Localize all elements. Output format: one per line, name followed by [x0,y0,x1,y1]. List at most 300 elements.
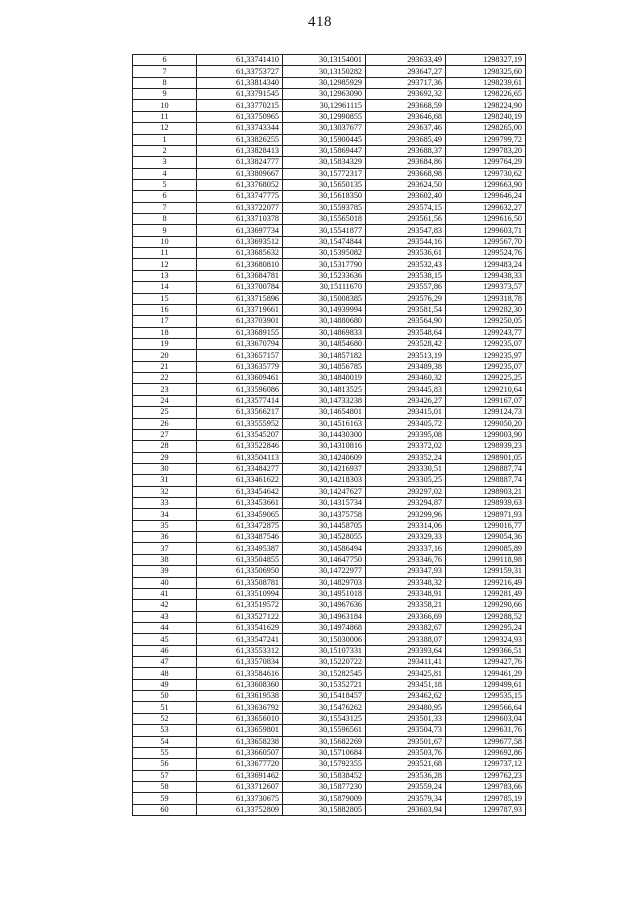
x-coordinate-cell: 293576,29 [366,293,446,304]
point-number-cell: 24 [133,395,197,406]
x-coordinate-cell: 293366,69 [366,611,446,622]
y-coordinate-cell: 1299054,36 [446,532,526,543]
longitude-cell: 30,15772317 [283,168,366,179]
x-coordinate-cell: 293445,83 [366,384,446,395]
point-number-cell: 37 [133,543,197,554]
y-coordinate-cell: 1299225,25 [446,373,526,384]
y-coordinate-cell: 1299616,50 [446,214,526,225]
longitude-cell: 30,15111670 [283,282,366,293]
point-number-cell: 43 [133,611,197,622]
y-coordinate-cell: 1299762,23 [446,770,526,781]
x-coordinate-cell: 293559,24 [366,782,446,793]
longitude-cell: 30,14854680 [283,338,366,349]
point-number-cell: 34 [133,509,197,520]
x-coordinate-cell: 293425,81 [366,668,446,679]
point-number-cell: 38 [133,554,197,565]
table-row [133,395,526,406]
y-coordinate-cell: 1299235,07 [446,361,526,372]
table-row [133,441,526,452]
table-row [133,168,526,179]
latitude-cell: 61,33619538 [197,691,283,702]
table-row [133,566,526,577]
page-number: 418 [308,14,332,30]
y-coordinate-cell: 1299295,24 [446,622,526,633]
latitude-cell: 61,33730675 [197,793,283,804]
longitude-cell: 30,14967636 [283,600,366,611]
point-number-cell: 18 [133,327,197,338]
point-number-cell: 30 [133,463,197,474]
table-row [133,509,526,520]
x-coordinate-cell: 293581,54 [366,304,446,315]
y-coordinate-cell: 1299567,70 [446,236,526,247]
point-number-cell: 57 [133,770,197,781]
longitude-cell: 30,12985929 [283,77,366,88]
x-coordinate-cell: 293480,95 [366,702,446,713]
y-coordinate-cell: 1299632,27 [446,202,526,213]
longitude-cell: 30,14240609 [283,452,366,463]
longitude-cell: 30,14218303 [283,475,366,486]
y-coordinate-cell: 1299085,89 [446,543,526,554]
table-row [133,316,526,327]
longitude-cell: 30,14733238 [283,395,366,406]
x-coordinate-cell: 293536,28 [366,770,446,781]
table-row [133,634,526,645]
x-coordinate-cell: 293372,02 [366,441,446,452]
table-row [133,736,526,747]
table-row [133,202,526,213]
longitude-cell: 30,15838452 [283,770,366,781]
longitude-cell: 30,15596561 [283,725,366,736]
table-row [133,498,526,509]
table-row [133,782,526,793]
y-coordinate-cell: 1299483,24 [446,259,526,270]
latitude-cell: 61,33547241 [197,634,283,645]
y-coordinate-cell: 1299603,71 [446,225,526,236]
x-coordinate-cell: 293393,64 [366,645,446,656]
longitude-cell: 30,14856785 [283,361,366,372]
x-coordinate-cell: 293717,36 [366,77,446,88]
longitude-cell: 30,15900445 [283,134,366,145]
latitude-cell: 61,33609461 [197,373,283,384]
point-number-cell: 45 [133,634,197,645]
x-coordinate-cell: 293624,50 [366,179,446,190]
longitude-cell: 30,12961115 [283,100,366,111]
longitude-cell: 30,14430300 [283,429,366,440]
x-coordinate-cell: 293538,15 [366,270,446,281]
y-coordinate-cell: 1299243,77 [446,327,526,338]
latitude-cell: 61,33712607 [197,782,283,793]
point-number-cell: 49 [133,679,197,690]
longitude-cell: 30,13154001 [283,55,366,66]
longitude-cell: 30,15834329 [283,157,366,168]
latitude-cell: 61,33541629 [197,622,283,633]
point-number-cell: 29 [133,452,197,463]
latitude-cell: 61,33566217 [197,407,283,418]
point-number-cell: 6 [133,55,197,66]
table-row [133,668,526,679]
x-coordinate-cell: 293348,91 [366,588,446,599]
y-coordinate-cell: 1299050,20 [446,418,526,429]
point-number-cell: 41 [133,588,197,599]
y-coordinate-cell: 1299692,86 [446,747,526,758]
latitude-cell: 61,33461622 [197,475,283,486]
latitude-cell: 61,33689155 [197,327,283,338]
y-coordinate-cell: 1298939,63 [446,498,526,509]
x-coordinate-cell: 293337,16 [366,543,446,554]
x-coordinate-cell: 293501,67 [366,736,446,747]
longitude-cell: 30,14829703 [283,577,366,588]
x-coordinate-cell: 293637,46 [366,123,446,134]
latitude-cell: 61,33472875 [197,520,283,531]
latitude-cell: 61,33510994 [197,588,283,599]
point-number-cell: 40 [133,577,197,588]
table-row [133,532,526,543]
longitude-cell: 30,14722977 [283,566,366,577]
latitude-cell: 61,33697734 [197,225,283,236]
table-row [133,282,526,293]
point-number-cell: 35 [133,520,197,531]
y-coordinate-cell: 1299799,72 [446,134,526,145]
latitude-cell: 61,33743344 [197,123,283,134]
latitude-cell: 61,33495387 [197,543,283,554]
coordinates-table-body [133,55,526,816]
y-coordinate-cell: 1298239,61 [446,77,526,88]
x-coordinate-cell: 293348,32 [366,577,446,588]
y-coordinate-cell: 1298224,90 [446,100,526,111]
point-number-cell: 15 [133,293,197,304]
point-number-cell: 27 [133,429,197,440]
table-row [133,452,526,463]
latitude-cell: 61,33504855 [197,554,283,565]
longitude-cell: 30,15030006 [283,634,366,645]
table-row [133,123,526,134]
table-row [133,157,526,168]
y-coordinate-cell: 1299663,90 [446,179,526,190]
x-coordinate-cell: 293561,56 [366,214,446,225]
y-coordinate-cell: 1299324,93 [446,634,526,645]
latitude-cell: 61,33454642 [197,486,283,497]
x-coordinate-cell: 293329,33 [366,532,446,543]
y-coordinate-cell: 1299282,30 [446,304,526,315]
table-row [133,475,526,486]
x-coordinate-cell: 293451,18 [366,679,446,690]
x-coordinate-cell: 293346,76 [366,554,446,565]
table-row [133,691,526,702]
latitude-cell: 61,33453661 [197,498,283,509]
longitude-cell: 30,15541877 [283,225,366,236]
table-row [133,361,526,372]
point-number-cell: 12 [133,123,197,134]
longitude-cell: 30,15282545 [283,668,366,679]
table-row [133,214,526,225]
longitude-cell: 30,15879009 [283,793,366,804]
table-row [133,338,526,349]
longitude-cell: 30,15352721 [283,679,366,690]
latitude-cell: 61,33693512 [197,236,283,247]
x-coordinate-cell: 293521,68 [366,759,446,770]
point-number-cell: 8 [133,77,197,88]
x-coordinate-cell: 293330,51 [366,463,446,474]
longitude-cell: 30,14963184 [283,611,366,622]
table-row [133,600,526,611]
y-coordinate-cell: 1298240,19 [446,111,526,122]
point-number-cell: 42 [133,600,197,611]
latitude-cell: 61,33719661 [197,304,283,315]
longitude-cell: 30,14315734 [283,498,366,509]
table-row [133,543,526,554]
table-row [133,486,526,497]
y-coordinate-cell: 1299250,05 [446,316,526,327]
longitude-cell: 30,15792355 [283,759,366,770]
point-number-cell: 58 [133,782,197,793]
longitude-cell: 30,14840019 [283,373,366,384]
table-row [133,429,526,440]
x-coordinate-cell: 293602,40 [366,191,446,202]
point-number-cell: 25 [133,407,197,418]
point-number-cell: 11 [133,111,197,122]
y-coordinate-cell: 1299787,93 [446,804,526,815]
y-coordinate-cell: 1299159,31 [446,566,526,577]
y-coordinate-cell: 1299235,07 [446,338,526,349]
latitude-cell: 61,33750965 [197,111,283,122]
longitude-cell: 30,14310816 [283,441,366,452]
x-coordinate-cell: 293547,83 [366,225,446,236]
x-coordinate-cell: 293668,98 [366,168,446,179]
x-coordinate-cell: 293557,86 [366,282,446,293]
x-coordinate-cell: 293574,15 [366,202,446,213]
x-coordinate-cell: 293395,08 [366,429,446,440]
latitude-cell: 61,33828413 [197,145,283,156]
table-row [133,55,526,66]
point-number-cell: 56 [133,759,197,770]
table-row [133,622,526,633]
x-coordinate-cell: 293513,19 [366,350,446,361]
x-coordinate-cell: 293668,59 [366,100,446,111]
table-row [133,645,526,656]
y-coordinate-cell: 1299499,61 [446,679,526,690]
point-number-cell: 50 [133,691,197,702]
latitude-cell: 61,33753727 [197,66,283,77]
x-coordinate-cell: 293294,87 [366,498,446,509]
point-number-cell: 1 [133,134,197,145]
x-coordinate-cell: 293460,32 [366,373,446,384]
latitude-cell: 61,33635779 [197,361,283,372]
longitude-cell: 30,13037677 [283,123,366,134]
latitude-cell: 61,33519572 [197,600,283,611]
point-number-cell: 2 [133,145,197,156]
longitude-cell: 30,14813525 [283,384,366,395]
longitude-cell: 30,15107331 [283,645,366,656]
y-coordinate-cell: 1299366,51 [446,645,526,656]
latitude-cell: 61,33527122 [197,611,283,622]
x-coordinate-cell: 293692,32 [366,89,446,100]
longitude-cell: 30,13150282 [283,66,366,77]
point-number-cell: 31 [133,475,197,486]
point-number-cell: 10 [133,100,197,111]
x-coordinate-cell: 293503,76 [366,747,446,758]
latitude-cell: 61,33680810 [197,259,283,270]
latitude-cell: 61,33608360 [197,679,283,690]
x-coordinate-cell: 293548,64 [366,327,446,338]
table-row [133,407,526,418]
y-coordinate-cell: 1299124,73 [446,407,526,418]
longitude-cell: 30,15869447 [283,145,366,156]
longitude-cell: 30,15710684 [283,747,366,758]
x-coordinate-cell: 293501,33 [366,713,446,724]
longitude-cell: 30,15682269 [283,736,366,747]
point-number-cell: 32 [133,486,197,497]
table-row [133,554,526,565]
table-row [133,134,526,145]
point-number-cell: 59 [133,793,197,804]
longitude-cell: 30,15618350 [283,191,366,202]
longitude-cell: 30,12963090 [283,89,366,100]
longitude-cell: 30,15395082 [283,248,366,259]
point-number-cell: 11 [133,248,197,259]
point-number-cell: 14 [133,282,197,293]
table-row [133,793,526,804]
x-coordinate-cell: 293352,24 [366,452,446,463]
latitude-cell: 61,33506950 [197,566,283,577]
longitude-cell: 30,14528055 [283,532,366,543]
latitude-cell: 61,33722077 [197,202,283,213]
point-number-cell: 7 [133,202,197,213]
x-coordinate-cell: 293358,21 [366,600,446,611]
table-row [133,270,526,281]
x-coordinate-cell: 293579,34 [366,793,446,804]
table-row [133,89,526,100]
y-coordinate-cell: 1299167,07 [446,395,526,406]
latitude-cell: 61,33555952 [197,418,283,429]
longitude-cell: 30,14974868 [283,622,366,633]
latitude-cell: 61,33636792 [197,702,283,713]
x-coordinate-cell: 293647,27 [366,66,446,77]
table-row [133,577,526,588]
table-row [133,327,526,338]
point-number-cell: 51 [133,702,197,713]
table-row [133,259,526,270]
y-coordinate-cell: 1299603,04 [446,713,526,724]
longitude-cell: 30,14939994 [283,304,366,315]
latitude-cell: 61,33570834 [197,657,283,668]
point-number-cell: 8 [133,214,197,225]
point-number-cell: 60 [133,804,197,815]
x-coordinate-cell: 293685,49 [366,134,446,145]
point-number-cell: 22 [133,373,197,384]
latitude-cell: 61,33814340 [197,77,283,88]
y-coordinate-cell: 1298939,23 [446,441,526,452]
y-coordinate-cell: 1299764,29 [446,157,526,168]
longitude-cell: 30,15220722 [283,657,366,668]
table-row [133,418,526,429]
point-number-cell: 21 [133,361,197,372]
longitude-cell: 30,14951018 [283,588,366,599]
latitude-cell: 61,33596086 [197,384,283,395]
point-number-cell: 52 [133,713,197,724]
y-coordinate-cell: 1299210,64 [446,384,526,395]
y-coordinate-cell: 1298903,21 [446,486,526,497]
table-row [133,248,526,259]
x-coordinate-cell: 293528,42 [366,338,446,349]
latitude-cell: 61,33677720 [197,759,283,770]
table-row [133,191,526,202]
y-coordinate-cell: 1298327,19 [446,55,526,66]
longitude-cell: 30,14586494 [283,543,366,554]
x-coordinate-cell: 293314,06 [366,520,446,531]
longitude-cell: 30,14247627 [283,486,366,497]
x-coordinate-cell: 293405,72 [366,418,446,429]
table-row [133,111,526,122]
y-coordinate-cell: 1299438,33 [446,270,526,281]
point-number-cell: 20 [133,350,197,361]
point-number-cell: 28 [133,441,197,452]
point-number-cell: 10 [133,236,197,247]
latitude-cell: 61,33484277 [197,463,283,474]
point-number-cell: 12 [133,259,197,270]
latitude-cell: 61,33768052 [197,179,283,190]
longitude-cell: 30,12990855 [283,111,366,122]
latitude-cell: 61,33657157 [197,350,283,361]
y-coordinate-cell: 1299677,58 [446,736,526,747]
longitude-cell: 30,14869833 [283,327,366,338]
table-row [133,520,526,531]
point-number-cell: 23 [133,384,197,395]
point-number-cell: 4 [133,168,197,179]
x-coordinate-cell: 293411,41 [366,657,446,668]
table-row [133,225,526,236]
table-row [133,657,526,668]
y-coordinate-cell: 1299566,64 [446,702,526,713]
x-coordinate-cell: 293544,16 [366,236,446,247]
x-coordinate-cell: 293462,62 [366,691,446,702]
x-coordinate-cell: 293305,25 [366,475,446,486]
y-coordinate-cell: 1299318,78 [446,293,526,304]
latitude-cell: 61,33658238 [197,736,283,747]
latitude-cell: 61,33577414 [197,395,283,406]
point-number-cell: 6 [133,191,197,202]
table-row [133,293,526,304]
point-number-cell: 9 [133,89,197,100]
longitude-cell: 30,14880680 [283,316,366,327]
point-number-cell: 53 [133,725,197,736]
latitude-cell: 61,33660507 [197,747,283,758]
table-row [133,100,526,111]
y-coordinate-cell: 1299235,97 [446,350,526,361]
longitude-cell: 30,15565018 [283,214,366,225]
latitude-cell: 61,33752809 [197,804,283,815]
longitude-cell: 30,15650135 [283,179,366,190]
table-row [133,759,526,770]
latitude-cell: 61,33710378 [197,214,283,225]
x-coordinate-cell: 293646,68 [366,111,446,122]
longitude-cell: 30,15476262 [283,702,366,713]
point-number-cell: 9 [133,225,197,236]
y-coordinate-cell: 1299646,24 [446,191,526,202]
longitude-cell: 30,15593785 [283,202,366,213]
point-number-cell: 48 [133,668,197,679]
x-coordinate-cell: 293382,67 [366,622,446,633]
table-row [133,679,526,690]
y-coordinate-cell: 1299631,76 [446,725,526,736]
y-coordinate-cell: 1299783,66 [446,782,526,793]
y-coordinate-cell: 1299216,49 [446,577,526,588]
point-number-cell: 46 [133,645,197,656]
latitude-cell: 61,33508781 [197,577,283,588]
point-number-cell: 55 [133,747,197,758]
longitude-cell: 30,14654801 [283,407,366,418]
x-coordinate-cell: 293504,73 [366,725,446,736]
longitude-cell: 30,15882805 [283,804,366,815]
